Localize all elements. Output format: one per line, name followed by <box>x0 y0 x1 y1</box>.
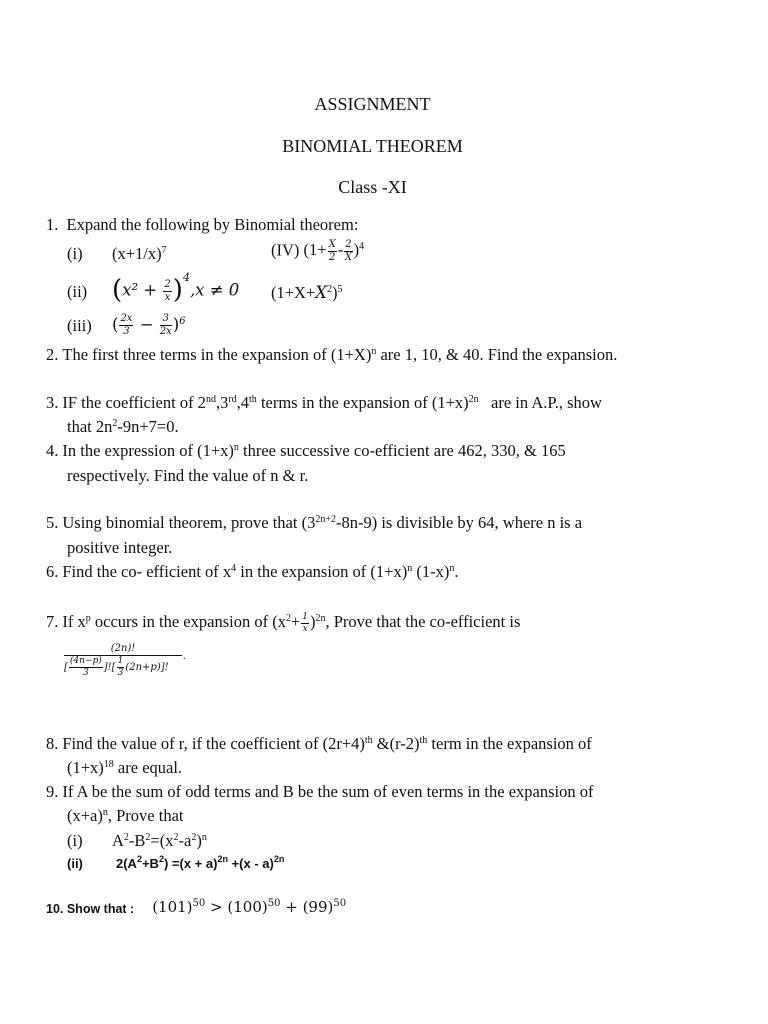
question-text: Expand the following by Binomial theorem: <box>66 215 359 234</box>
item-expression: (x² + $\frac{2}{x}$ )$^4$,x ≠ 0 <box>112 271 240 305</box>
q9-part-ii <box>67 854 285 871</box>
question-9-line-2: $(x+a)^n$, Prove that <box>67 806 184 825</box>
formula-denominator: [ $\frac{(4n-p)}{3}$ ]![ $\frac{1}{3}$ (2n+p)]! <box>64 656 169 678</box>
item-expression: $A^2-B^2=(x^2-a^2)^n$ <box>112 831 207 850</box>
q9-part-i <box>67 831 207 851</box>
q1-item-iv <box>271 240 364 263</box>
question-7: 7. If $x^p$ occurs in the expansion of ($x^2+$ $\frac{1}{x}$ )$^{2n}$, Prove that the co-efficient is <box>46 611 521 634</box>
question-4: 4. In the expression of $(1+x)^n$ three successive co-efficient are 462, 330, & 165 <box>46 441 566 460</box>
inequality-expression: $(101)^{50} > (100)^{50} + (99)^{50}$ <box>152 897 347 916</box>
question-6: 6. Find the co- efficient of $x^4$ in the expansion of $(1+x)^n$ $(1-x)^n$. <box>46 562 459 581</box>
question-3-line-2: that $2n^2-9n+7=0$. <box>67 417 179 436</box>
item-label: (ii) <box>67 856 83 871</box>
q7-coefficient-formula: (2n)! [ $\frac{(4n-p)}{3}$ ]![ $\frac{1}{3}$ (2n+p)]! . <box>64 643 194 678</box>
question-9: 9. If A be the sum of odd terms and B be the sum of even terms in the expansion of <box>46 782 594 801</box>
item-expression: (1+ $\frac{X}{2}$ - $\frac{2}{X}$ )$^4$ <box>303 239 365 263</box>
question-8-line-2: $(1+x)^{18}$ are equal. <box>67 758 183 777</box>
item-expression: $(x+1/x)^7$ <box>112 244 167 263</box>
question-label: 10. Show that : <box>46 902 135 916</box>
q1-item-iii <box>67 313 186 337</box>
assignment-heading: ASSIGNMENT <box>314 94 431 114</box>
q1-item-ii <box>67 271 240 305</box>
question-10 <box>46 898 346 917</box>
q1-item-i <box>67 244 167 264</box>
question-5-line-2: positive integer. <box>67 538 173 557</box>
question-4-line-2: respectively. Find the value of n & r. <box>67 466 309 485</box>
question-2: 2. The first three terms in the expansion of $(1+X)^n$ are 1, 10, & 40. Find the expansion. <box>46 345 618 364</box>
item-label: (i) <box>67 244 83 263</box>
item-label: (iii) <box>67 316 92 335</box>
q1-item-v: $(1+X+X^2)^5$ <box>271 283 343 302</box>
item-expression: ( $\frac{2x}{3}$ − $\frac{3}{2x}$ )$^6$ <box>112 313 186 337</box>
question-5: 5. Using binomial theorem, prove that $(3^{2n+2}-8n-9)$ is divisible by 64, where n is a <box>46 513 583 532</box>
question-1 <box>46 215 358 235</box>
item-label: (IV) <box>271 240 300 260</box>
question-number: 1. <box>46 215 59 234</box>
item-label: (i) <box>67 831 83 850</box>
item-label: (ii) <box>67 282 88 301</box>
class-heading: Class -XI <box>338 177 407 197</box>
topic-heading: BINOMIAL THEOREM <box>282 136 463 156</box>
question-3: 3. IF the coefficient of 2nd,3rd,4th terms in the expansion of $(1+x)^{2n}$ are in A.P., show <box>46 393 602 412</box>
question-8: 8. Find the value of r, if the coefficient of $(2r+4)^{th}$ $\&(r-2)^{th}$ term in the expansion of <box>46 734 592 753</box>
item-expression: $2(A^2+B^2) =(x + a)^{2n} +(x - a)^{2n}$ <box>116 854 285 871</box>
formula-numerator: (2n)! <box>64 643 182 656</box>
